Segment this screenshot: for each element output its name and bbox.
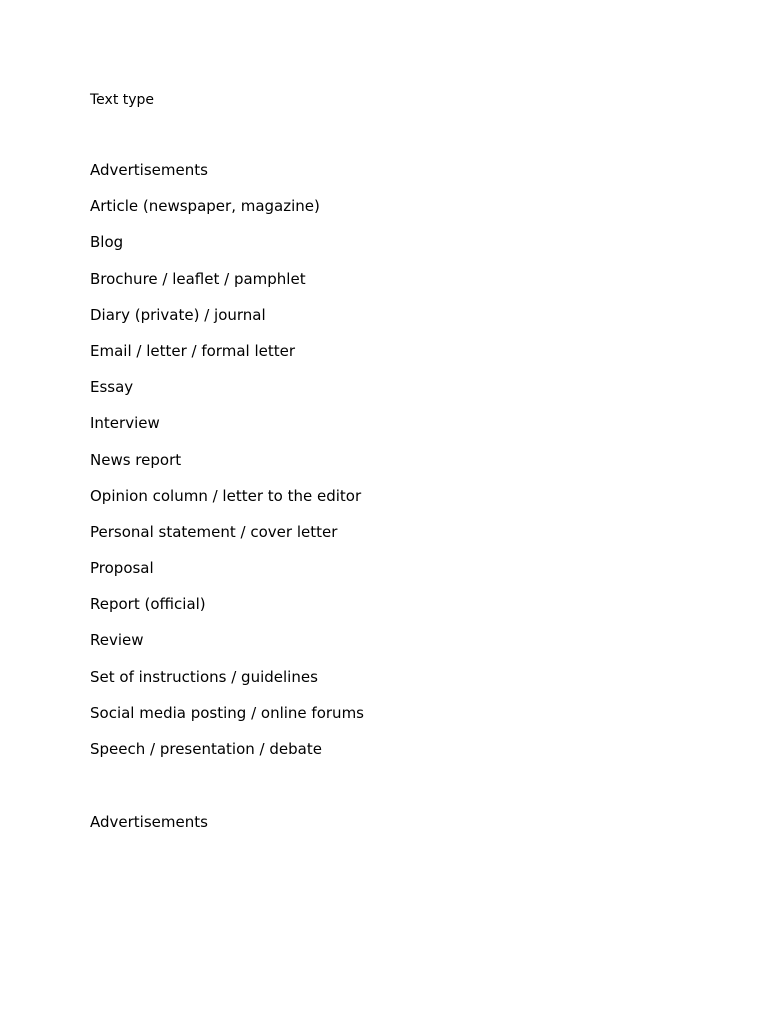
list-item: Brochure / leaflet / pamphlet: [90, 269, 306, 288]
list-item: Interview: [90, 414, 160, 433]
text-type-list: [90, 160, 364, 775]
list-item: Review: [90, 631, 144, 650]
list-item: Diary (private) / journal: [90, 305, 266, 324]
list-item: Opinion column / letter to the editor: [90, 486, 362, 505]
list-item: Social media posting / online forums: [90, 703, 364, 722]
list-item: Report (official): [90, 595, 206, 614]
list-item: Advertisements: [90, 161, 208, 179]
list-item: Email / letter / formal letter: [90, 341, 296, 360]
list-item: Personal statement / cover letter: [90, 522, 338, 541]
list-item: Proposal: [90, 559, 154, 578]
list-item: Speech / presentation / debate: [90, 740, 322, 758]
list-item: News report: [90, 450, 182, 469]
trailing-list-item: Advertisements: [90, 813, 208, 831]
list-item: Set of instructions / guidelines: [90, 667, 318, 686]
page-title: Text type: [90, 92, 155, 108]
list-item: Article (newspaper, magazine): [90, 197, 320, 216]
list-item: Essay: [90, 378, 134, 397]
list-item: Blog: [90, 233, 124, 252]
